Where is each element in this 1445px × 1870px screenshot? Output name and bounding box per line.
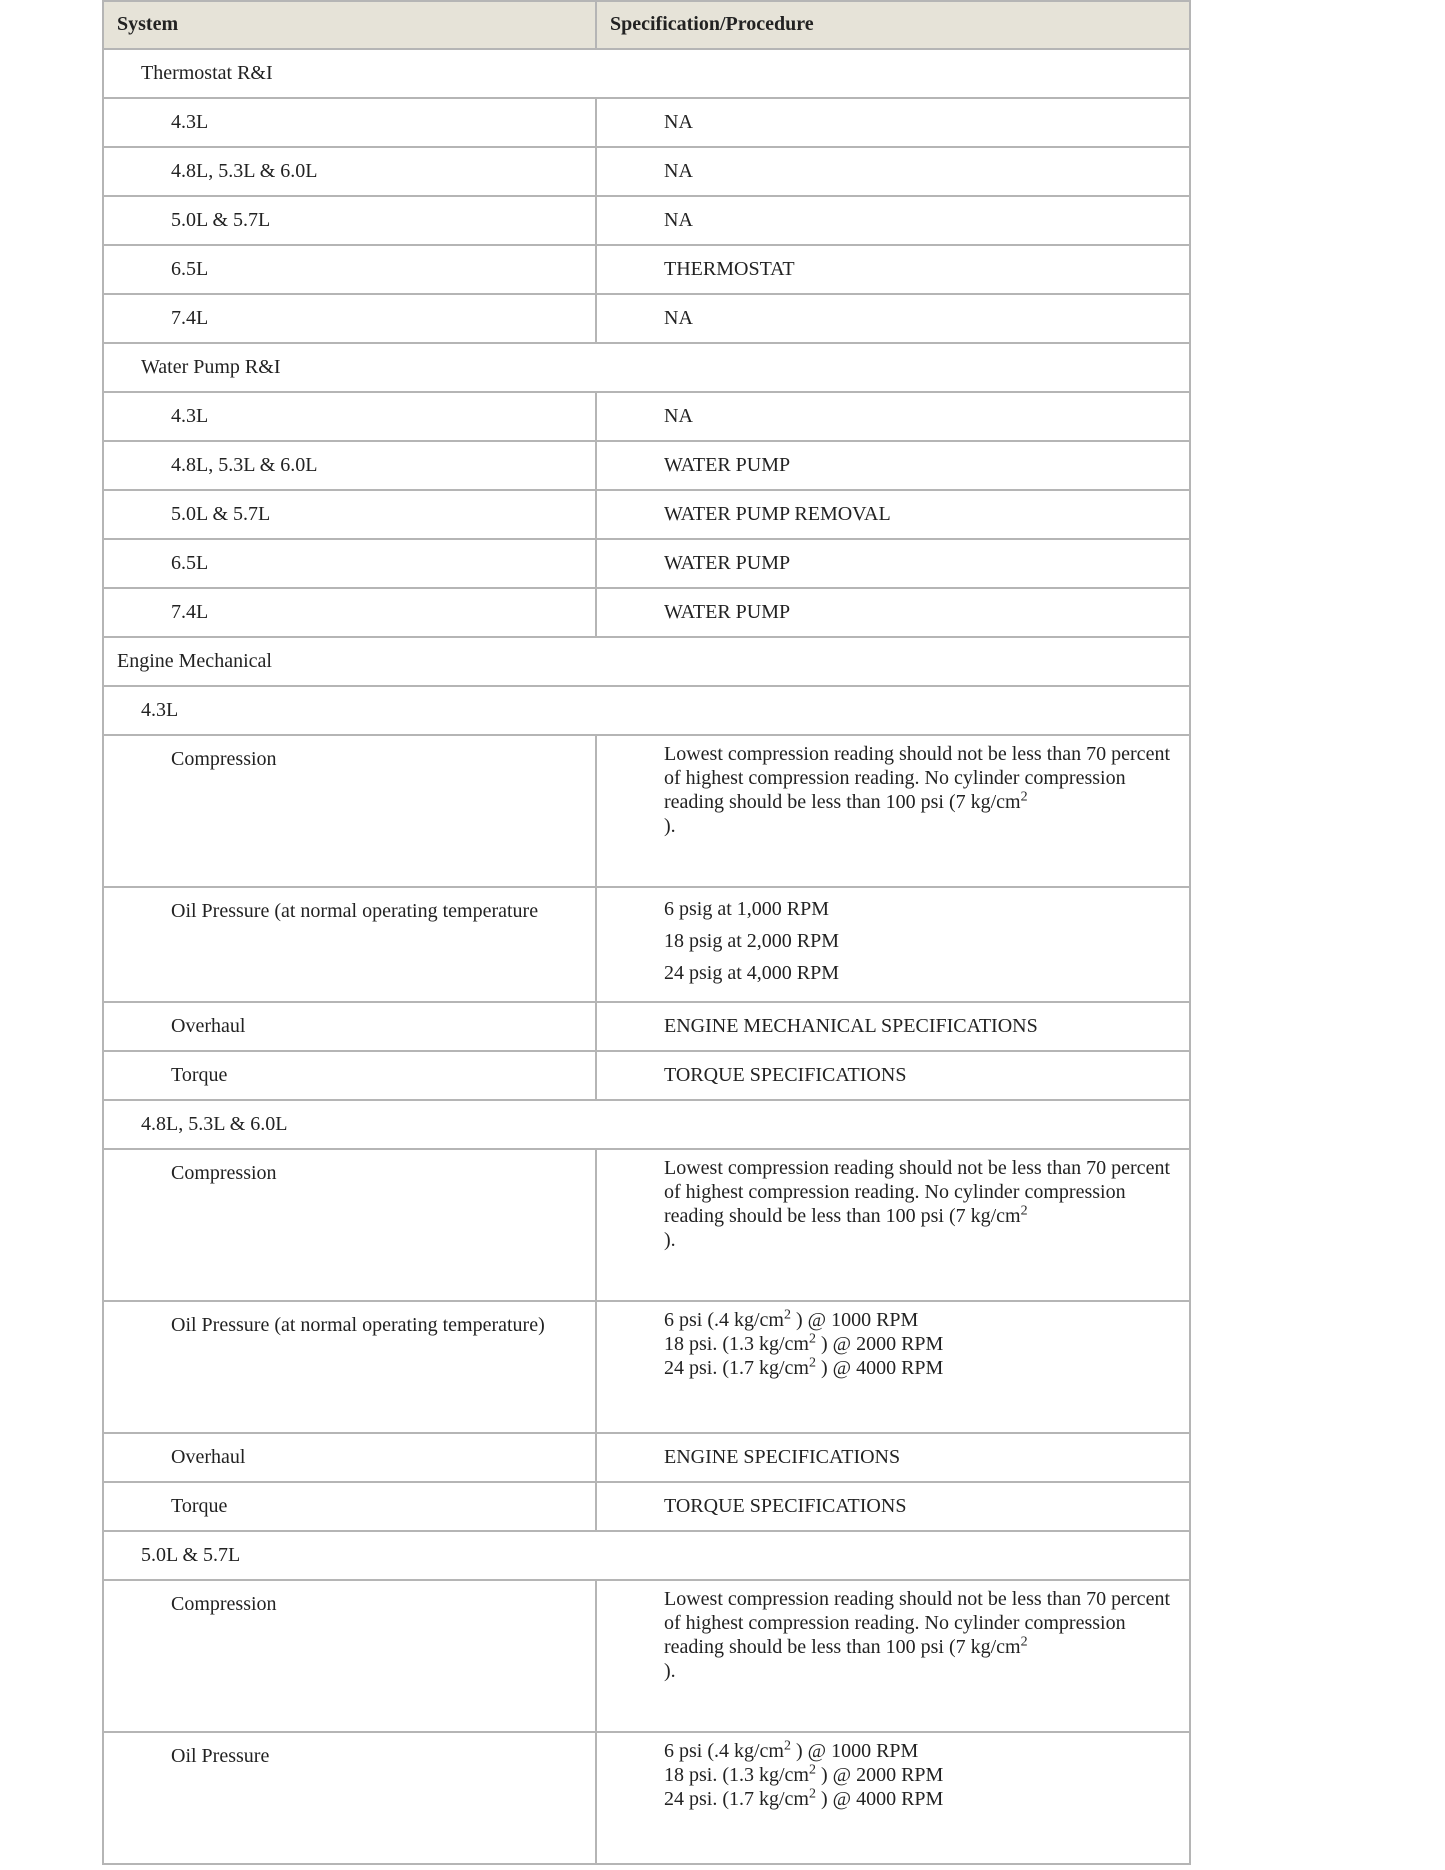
row-system: 4.8L, 5.3L & 6.0L (103, 147, 596, 196)
group-row (103, 49, 1190, 98)
oil-pressure-line: 24 psig at 4,000 RPM (664, 962, 840, 984)
subgroup-row (103, 1100, 1190, 1149)
row-spec: ENGINE SPECIFICATIONS (596, 1433, 1190, 1482)
row-spec-compression (596, 735, 1190, 887)
row-spec-oil-pressure (596, 1301, 1190, 1433)
row-system: 7.4L (103, 294, 596, 343)
table-row (103, 392, 1190, 441)
compression-text: Lowest compression reading should not be less than 70 percent of highest compression reading. No cylinder compression reading should be less than 100 psi (7 kg/cm (664, 743, 1170, 813)
oil-pressure-line: 18 psi. (1.3 $kg/cm^2$ ) @ 2000 RPM (664, 1331, 944, 1355)
oil-pressure-line: 6 psi (.4 $kg/cm^2$ ) @ 1000 RPM (664, 1738, 919, 1762)
table-row (103, 539, 1190, 588)
table-row (103, 1149, 1190, 1301)
row-spec: NA (596, 294, 1190, 343)
row-system: Compression (103, 1580, 596, 1732)
superscript: 2 (1020, 789, 1028, 805)
header-system: System (103, 1, 596, 49)
row-system: 5.0L & 5.7L (103, 196, 596, 245)
table-row (103, 147, 1190, 196)
oil-pressure-line: 18 psig at 2,000 RPM (664, 930, 840, 952)
table-header-row (103, 1, 1190, 49)
table-row (103, 245, 1190, 294)
row-spec: NA (596, 392, 1190, 441)
group-label-thermostat: Thermostat R&I (103, 49, 1190, 98)
subgroup-row (103, 686, 1190, 735)
header-specification: Specification/Procedure (596, 1, 1190, 49)
table-row (103, 1051, 1190, 1100)
row-spec: NA (596, 98, 1190, 147)
row-spec: NA (596, 147, 1190, 196)
compression-text-end: ). (664, 1229, 676, 1251)
table-row (103, 441, 1190, 490)
table-row (103, 887, 1190, 1002)
row-spec: THERMOSTAT (596, 245, 1190, 294)
table-row (103, 490, 1190, 539)
group-label-water-pump: Water Pump R&I (103, 343, 1190, 392)
row-system: Oil Pressure (at normal operating temperature) (103, 1301, 596, 1433)
specifications-table (102, 0, 1191, 1865)
row-spec: WATER PUMP (596, 441, 1190, 490)
row-spec-oil-pressure (596, 887, 1190, 1002)
group-label-engine-mechanical: Engine Mechanical (103, 637, 1190, 686)
row-system: 4.3L (103, 98, 596, 147)
group-row (103, 637, 1190, 686)
subgroup-label-5-0l: 5.0L & 5.7L (103, 1531, 1190, 1580)
row-system: Overhaul (103, 1002, 596, 1051)
group-row (103, 343, 1190, 392)
row-spec: ENGINE MECHANICAL SPECIFICATIONS (596, 1002, 1190, 1051)
row-spec: WATER PUMP REMOVAL (596, 490, 1190, 539)
row-spec-oil-pressure (596, 1732, 1190, 1864)
compression-text: Lowest compression reading should not be less than 70 percent of highest compression reading. No cylinder compression reading should be less than 100 psi (7 kg/cm (664, 1588, 1170, 1658)
row-system: 6.5L (103, 539, 596, 588)
row-system: Compression (103, 1149, 596, 1301)
row-system: Compression (103, 735, 596, 887)
table-row (103, 588, 1190, 637)
table-row (103, 735, 1190, 887)
compression-text-end: ). (664, 1660, 676, 1682)
oil-pressure-line: 24 psi. (1.7 $kg/cm^2$ ) @ 4000 RPM (664, 1355, 944, 1379)
row-system: 5.0L & 5.7L (103, 490, 596, 539)
oil-pressure-line: 6 psig at 1,000 RPM (664, 898, 830, 920)
superscript: 2 (1020, 1634, 1028, 1650)
table-row (103, 1482, 1190, 1531)
table-row (103, 1732, 1190, 1864)
table-row (103, 1301, 1190, 1433)
row-spec: TORQUE SPECIFICATIONS (596, 1482, 1190, 1531)
row-system: Overhaul (103, 1433, 596, 1482)
row-system: Oil Pressure (103, 1732, 596, 1864)
row-system: 7.4L (103, 588, 596, 637)
row-spec: NA (596, 196, 1190, 245)
table-row (103, 1433, 1190, 1482)
oil-pressure-line: 18 psi. (1.3 $kg/cm^2$ ) @ 2000 RPM (664, 1762, 944, 1786)
compression-text: Lowest compression reading should not be less than 70 percent of highest compression reading. No cylinder compression reading should be less than 100 psi (7 kg/cm (664, 1157, 1170, 1227)
superscript: 2 (1020, 1203, 1028, 1219)
row-spec-compression (596, 1580, 1190, 1732)
row-spec-compression (596, 1149, 1190, 1301)
table-row (103, 1002, 1190, 1051)
table-row (103, 294, 1190, 343)
row-system: Torque (103, 1051, 596, 1100)
row-system: Torque (103, 1482, 596, 1531)
subgroup-label-4-3l: 4.3L (103, 686, 1190, 735)
compression-text-end: ). (664, 815, 676, 837)
table-row (103, 98, 1190, 147)
row-spec: WATER PUMP (596, 588, 1190, 637)
row-system: 6.5L (103, 245, 596, 294)
subgroup-label-4-8l: 4.8L, 5.3L & 6.0L (103, 1100, 1190, 1149)
row-system: Oil Pressure (at normal operating temperature (103, 887, 596, 1002)
row-system: 4.8L, 5.3L & 6.0L (103, 441, 596, 490)
table-row (103, 1580, 1190, 1732)
row-system: 4.3L (103, 392, 596, 441)
oil-pressure-line: 6 psi (.4 $kg/cm^2$ ) @ 1000 RPM (664, 1307, 919, 1331)
oil-pressure-line: 24 psi. (1.7 $kg/cm^2$ ) @ 4000 RPM (664, 1786, 944, 1810)
subgroup-row (103, 1531, 1190, 1580)
row-spec: TORQUE SPECIFICATIONS (596, 1051, 1190, 1100)
row-spec: WATER PUMP (596, 539, 1190, 588)
table-row (103, 196, 1190, 245)
